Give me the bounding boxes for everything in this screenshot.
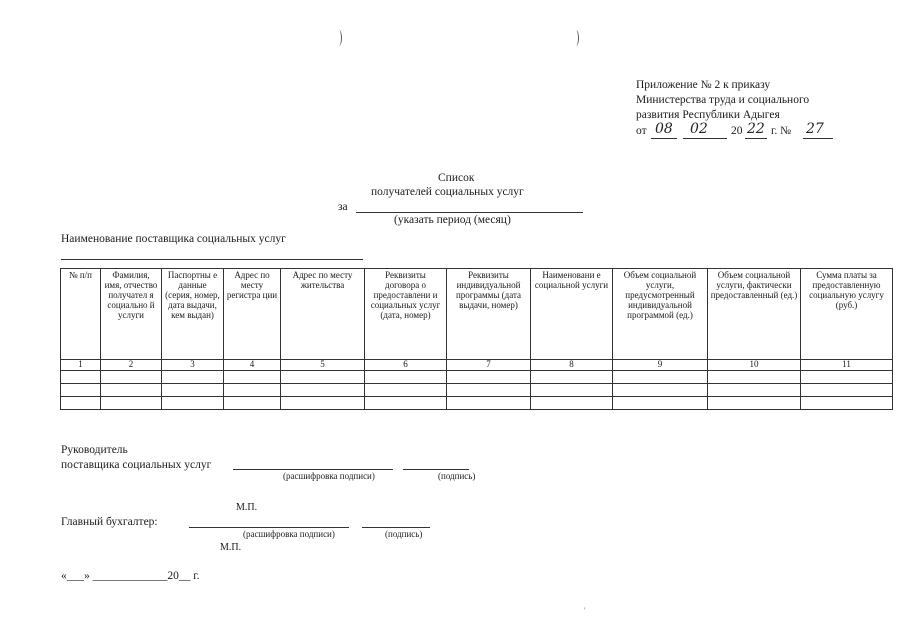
scan-mark-left	[336, 30, 342, 46]
table-cell[interactable]	[101, 371, 162, 384]
accountant-stamp: М.П.	[220, 542, 242, 553]
accountant-decoding-line[interactable]	[189, 527, 349, 528]
scan-mark-right	[573, 30, 579, 46]
table-cell[interactable]	[531, 397, 613, 410]
table-cell[interactable]	[281, 397, 365, 410]
header-cell: Сумма платы за предоставленную социальную услугу (руб.)	[801, 269, 893, 360]
table-cell[interactable]	[531, 371, 613, 384]
table-row[interactable]	[61, 371, 893, 384]
table-cell[interactable]	[531, 384, 613, 397]
table-cell[interactable]	[162, 384, 224, 397]
table-cell[interactable]	[162, 397, 224, 410]
table-cell[interactable]	[447, 371, 531, 384]
table-cell[interactable]	[365, 384, 447, 397]
table-cell[interactable]	[281, 384, 365, 397]
column-number: 9	[613, 360, 708, 371]
table-cell[interactable]	[61, 397, 101, 410]
table-header-row	[61, 269, 893, 360]
head-decoding-line[interactable]	[233, 469, 393, 470]
year-underline	[745, 138, 767, 139]
month-underline	[683, 138, 727, 139]
appendix-line1: Приложение № 2 к приказу	[636, 79, 771, 91]
appendix-line3: развития Республики Адыгея	[636, 109, 780, 121]
list-title: Список	[438, 172, 475, 184]
column-number: 5	[281, 360, 365, 371]
column-number: 6	[365, 360, 447, 371]
table-cell[interactable]	[61, 384, 101, 397]
column-number: 10	[708, 360, 801, 371]
accountant-signature-hint: (подпись)	[385, 529, 423, 539]
head-signature-line[interactable]	[403, 469, 469, 470]
header-cell: Реквизиты индивидуальной программы (дата выдачи, номер)	[447, 269, 531, 360]
head-label-line2: поставщика социальных услуг	[61, 459, 212, 471]
table-cell[interactable]	[281, 371, 365, 384]
table-cell[interactable]	[801, 371, 893, 384]
column-number: 3	[162, 360, 224, 371]
table-cell[interactable]	[224, 384, 281, 397]
recipients-table	[60, 268, 893, 410]
period-prefix: за	[338, 201, 348, 213]
header-cell: № п/п	[61, 269, 101, 360]
table-cell[interactable]	[613, 371, 708, 384]
header-cell: Паспортны е данные (серия, номер, дата выдачи, кем выдан)	[162, 269, 224, 360]
accountant-signature-line[interactable]	[362, 527, 430, 528]
table-row[interactable]	[61, 384, 893, 397]
column-number: 4	[224, 360, 281, 371]
table-cell[interactable]	[801, 397, 893, 410]
table-cell[interactable]	[224, 397, 281, 410]
appendix-date-prefix: от	[636, 125, 647, 137]
head-decoding-hint: (расшифровка подписи)	[283, 471, 375, 481]
table-row[interactable]	[61, 397, 893, 410]
day-underline	[651, 138, 677, 139]
header-cell: Наименовани е социальной услуги	[531, 269, 613, 360]
appendix-year-suffix: 22	[747, 121, 765, 137]
appendix-day: 08	[655, 121, 673, 137]
scan-dot: '	[584, 606, 586, 615]
number-underline	[803, 138, 833, 139]
column-number: 7	[447, 360, 531, 371]
period-hint: (указать период (месяц)	[394, 214, 511, 226]
appendix-year-prefix: 20	[731, 125, 743, 137]
column-number: 11	[801, 360, 893, 371]
header-cell: Объем социальной услуги, предусмотренный индивидуальной программой (ед.)	[613, 269, 708, 360]
table-cell[interactable]	[613, 384, 708, 397]
head-label-line1: Руководитель	[61, 444, 128, 456]
table-cell[interactable]	[613, 397, 708, 410]
table-cell[interactable]	[162, 371, 224, 384]
accountant-label: Главный бухгалтер:	[61, 516, 158, 528]
header-cell: Объем социальной услуги, фактически предоставленный (ед.)	[708, 269, 801, 360]
table-number-row	[61, 360, 893, 371]
table-cell[interactable]	[708, 371, 801, 384]
table-cell[interactable]	[365, 397, 447, 410]
provider-label: Наименование поставщика социальных услуг	[61, 233, 286, 245]
provider-line[interactable]	[61, 259, 363, 260]
header-cell: Адрес по месту регистра ции	[224, 269, 281, 360]
table-cell[interactable]	[224, 371, 281, 384]
period-line[interactable]	[356, 212, 583, 213]
table-cell[interactable]	[101, 384, 162, 397]
column-number: 2	[101, 360, 162, 371]
table-cell[interactable]	[365, 371, 447, 384]
table-cell[interactable]	[101, 397, 162, 410]
appendix-number: 27	[806, 121, 824, 137]
appendix-line2: Министерства труда и социального	[636, 94, 810, 106]
appendix-number-prefix: г. №	[771, 125, 792, 137]
accountant-decoding-hint: (расшифровка подписи)	[243, 529, 335, 539]
table-cell[interactable]	[61, 371, 101, 384]
table-cell[interactable]	[447, 397, 531, 410]
header-cell: Адрес по месту жительства	[281, 269, 365, 360]
date-line[interactable]: «___» _____________20__ г.	[61, 570, 200, 582]
list-subtitle: получателей социальных услуг	[371, 186, 524, 198]
head-signature-hint: (подпись)	[438, 471, 476, 481]
header-cell: Фамилия, имя, отчество получател я социально й услуги	[101, 269, 162, 360]
table-cell[interactable]	[708, 397, 801, 410]
head-stamp: М.П.	[236, 502, 258, 513]
table-cell[interactable]	[447, 384, 531, 397]
table-cell[interactable]	[801, 384, 893, 397]
column-number: 8	[531, 360, 613, 371]
header-cell: Реквизиты договора о предоставлени и социальных услуг (дата, номер)	[365, 269, 447, 360]
table-cell[interactable]	[708, 384, 801, 397]
column-number: 1	[61, 360, 101, 371]
appendix-month: 02	[690, 121, 708, 137]
